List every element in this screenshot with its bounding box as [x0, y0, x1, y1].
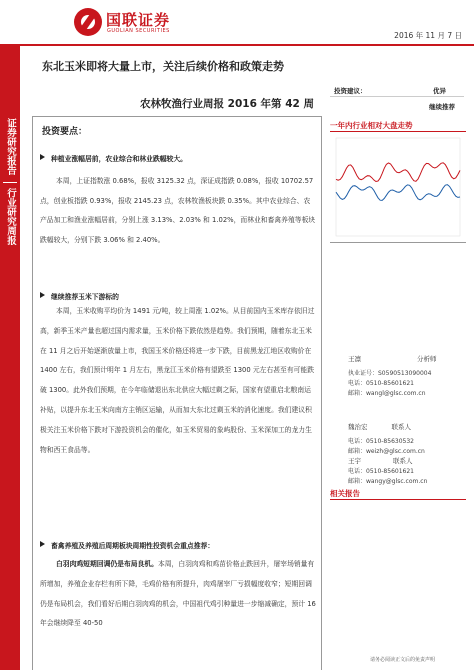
analyst-1-cert: 执业证号：S0590513090004: [348, 370, 432, 377]
relative-performance-chart: [330, 132, 466, 242]
report-header: [0, 0, 474, 48]
paragraph-3-wrapper: [40, 555, 316, 634]
side-separator: [3, 182, 17, 183]
bullet-point-1: 种植业涨幅居前，农业综合和林业跌幅较大。: [51, 155, 187, 163]
analyst-1-name: 王凛 分析师: [348, 355, 437, 363]
analyst-3-phone: 电话：0510-85601621: [348, 468, 414, 475]
industry-series-line: [336, 163, 460, 182]
related-reports-title: 相关报告: [330, 489, 360, 498]
rating-divider: [330, 96, 464, 97]
section-heading: 投资要点：: [42, 127, 88, 137]
chart-svg: [330, 132, 466, 242]
analyst-1-phone: 电话：0510-85601621: [348, 380, 414, 387]
chart-plot-frame: [336, 138, 460, 236]
analyst-2-phone: 电话：0510-85630532: [348, 438, 414, 445]
paragraph-3-body: 本周，白羽肉鸡和鸡苗价格止跌回升，屠宰场销量有所增加，养殖企业存栏有所下降，毛鸡价格有所提升，肉鸡屠宰厂亏损幅度收窄；短期回调仍是布局机会，我们看好后期白羽肉鸡的机会，中国祖代鸡引种量进一步缩减确定，预计 16 年会继续降至 40-50: [40, 560, 316, 628]
company-logo: [74, 8, 194, 42]
header-divider: [0, 44, 474, 46]
side-label-report-category: 行业研究周报: [5, 188, 16, 245]
analyst-2-name: 魏治宏 联系人: [348, 423, 411, 431]
rating-value: 优异: [433, 87, 446, 95]
analyst-1-email[interactable]: 邮箱：wangl@glsc.com.cn: [348, 390, 426, 397]
report-date: 2016 年 11 月 7 日: [394, 31, 462, 40]
report-headline: 东北玉米即将大量上市，关注后续价格和政策走势: [42, 60, 284, 73]
disclaimer-note: 请务必阅读正文后的免责声明: [370, 657, 436, 663]
paragraph-1: 本周，上证指数涨 0.68%，报收 3125.32 点，深证成指跌 0.08%，报收 10702.57 点，创业板指跌 0.93%，报收 2145.23 点，农林牧渔板块跌 0.35%。其中农业综合、农产品加工和渔业涨幅居前，分别上涨 3.13%、2.03% 和 1.02%，而林业和畜禽养殖等板块跌幅较大，分别下跌 3.06% 和 2.40%。: [40, 177, 316, 244]
report-subtitle: 农林牧渔行业周报 2016 年第 42 周: [140, 98, 314, 110]
brand-name-cn: 国联证券: [106, 11, 171, 29]
brand-name-en: GUOLIAN SECURITIES: [107, 28, 170, 34]
chart-title: 一年内行业相对大盘走势: [330, 121, 413, 130]
related-reports-rule: [330, 499, 466, 500]
analyst-2-email[interactable]: 邮箱：weizh@glsc.com.cn: [348, 448, 425, 455]
paragraph-3-lead: 白羽肉鸡短期回调仍是布局良机。: [56, 560, 158, 568]
index-series-line: [336, 185, 460, 201]
analyst-3-email[interactable]: 邮箱：wangy@glsc.com.cn: [348, 478, 428, 485]
bullet-point-2: 继续推荐玉米下游标的: [51, 293, 119, 301]
paragraph-2: 本周，玉米收购平均价为 1491 元/吨，较上周涨 1.02%。从目前国内玉米库存依旧过高，新季玉米产量也超过国内需求量，玉米价格下跌依然是趋势。我们预期，随着东北玉米在 11 月之后开始逐渐放量上市，我国玉米价格还将进一步下跌，目前黑龙江地区收购价在 1400 左右，我们预计明年 1 月左右，黑龙江玉米价格有望跌至 1300 元左右甚至有可能跌破 1300。此外我们预期，在今年临储退出东北供应大幅过剩之际，国家有望重启北粮南运补贴，以提升东北玉米向南方主销区运输，从而加大东北过剩玉米的消化速度。我们建议积极关注玉米价格下跌对下游投资机会的催化，如玉米贸易的象屿股份、玉米深加工的龙力生物和西王食品等。: [40, 307, 315, 454]
rating-sub: 继续推荐: [429, 103, 455, 111]
side-label-report-type: 证券研究报告: [5, 118, 16, 175]
bullet-point-3: 畜禽养殖及养殖后周期板块周期性投资机会重点推荐：: [51, 542, 215, 550]
rating-label: 投资建议：: [334, 87, 367, 95]
analyst-3-name: 王宇 联系人: [348, 457, 413, 465]
chart-bottom-rule: [330, 242, 466, 243]
logo-mark-icon: [74, 8, 102, 36]
